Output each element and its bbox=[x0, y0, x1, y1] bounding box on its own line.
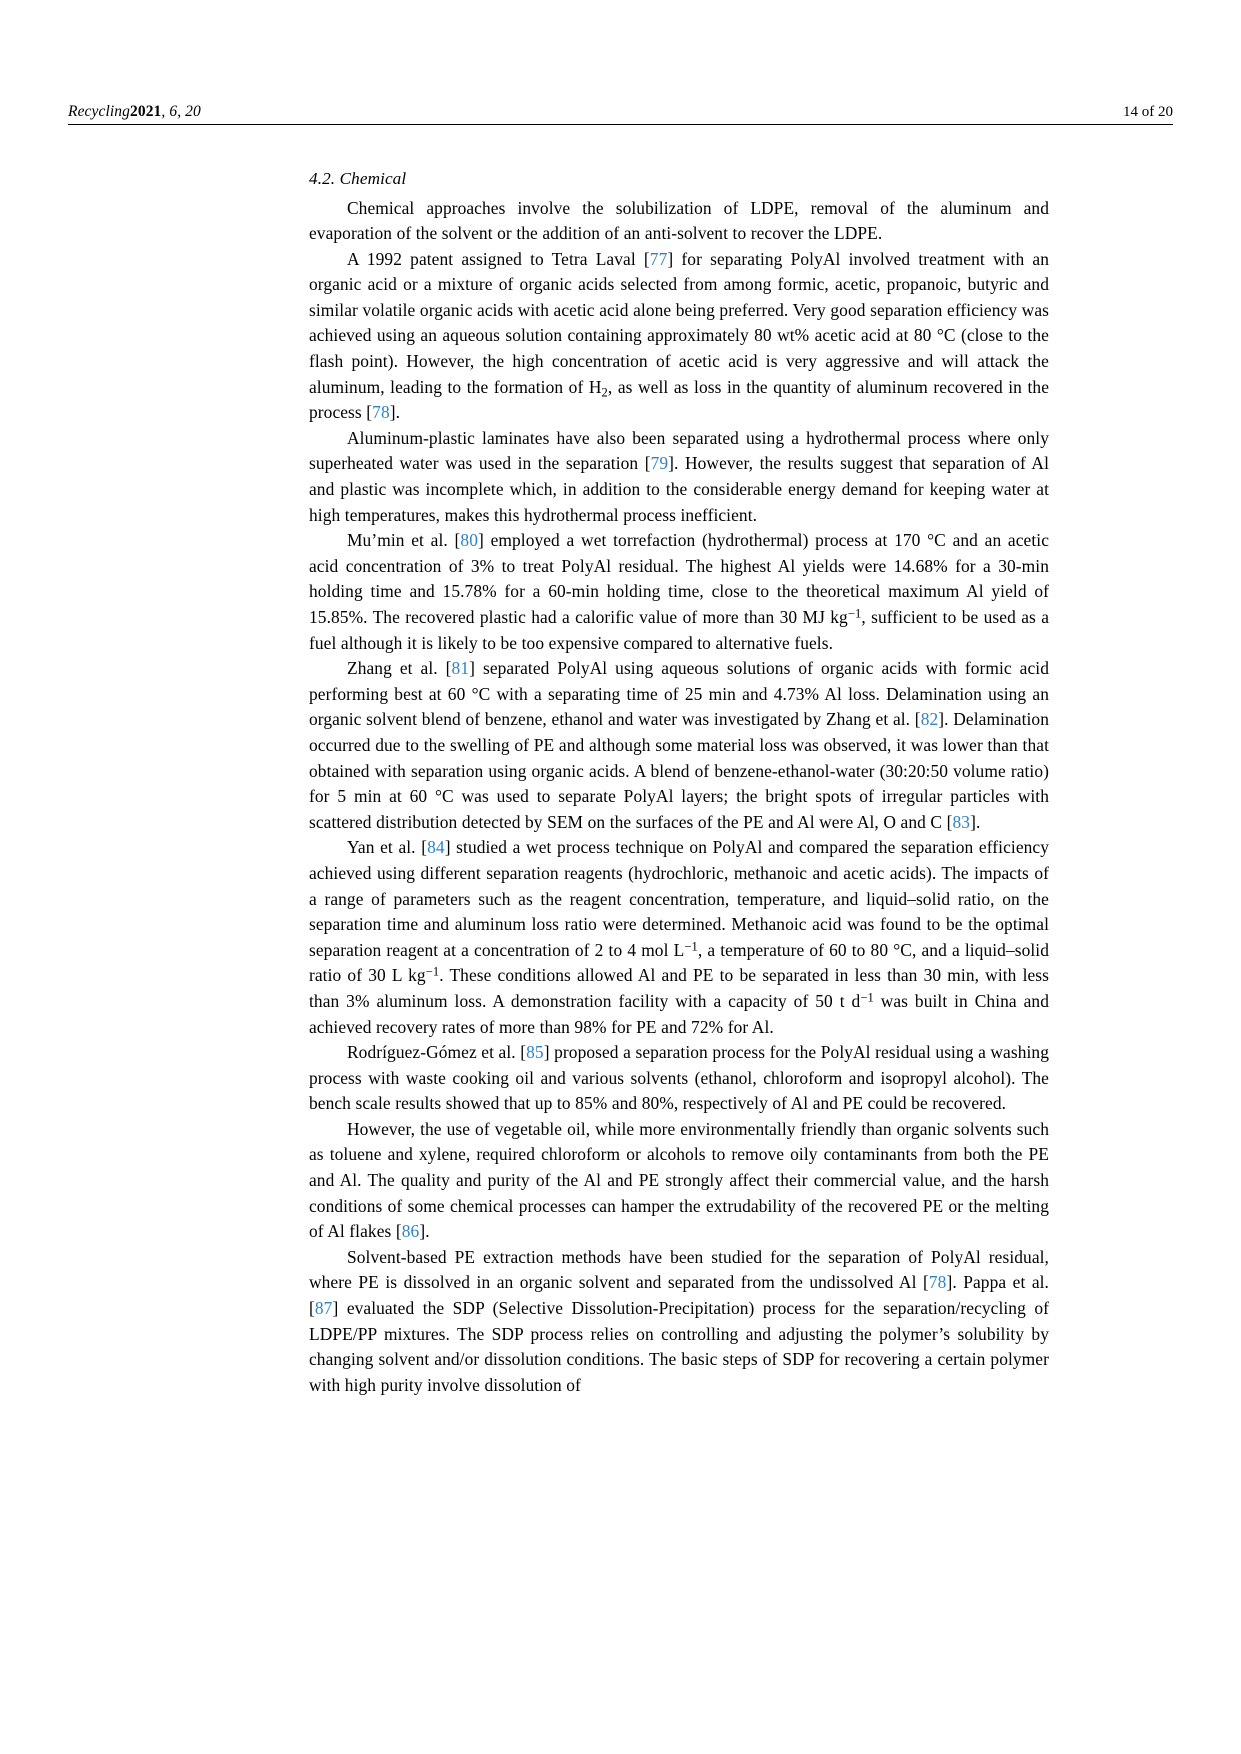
journal-reference bbox=[68, 103, 201, 120]
citation-link[interactable]: 78 bbox=[372, 402, 390, 423]
citation-link[interactable]: 86 bbox=[401, 1221, 420, 1242]
running-header bbox=[68, 90, 1173, 125]
citation-link[interactable]: 77 bbox=[649, 248, 668, 269]
page-folio: 14 of 20 bbox=[1123, 103, 1173, 120]
paragraph-yan: Yan et al. [84] studied a wet process technique on PolyAl and compared the separation efficiency achieved using different separation reagents (hydrochloric, methanoic and acetic acids). The impacts of a range of parameters such as the reagent concentration, temperature, and liquid–solid ratio, on the separation time and aluminum loss ratio were determined. Methanoic acid was found to be the optimal separation reagent at a concentration of 2 to 4 mol $L^{-1}$, a temperature of 60 to 80 °C, and a liquid–solid ratio of 30 L $kg^{-1}$. These conditions allowed Al and PE to be separated in less than 30 min, with less than 3% aluminum loss. A demonstration facility with a capacity of 50 t $d^{-1}$ was built in China and achieved recovery rates of more than 98% for PE and 72% for Al. bbox=[309, 837, 1050, 1037]
citation-link[interactable]: 79 bbox=[650, 453, 669, 474]
journal-volume: 2021 bbox=[130, 102, 162, 120]
paragraph-rodriguez-gomez: Rodríguez-Gómez et al. [85] proposed a separation process for the PolyAl residual using a washing process with waste cooking oil and various solvents (ethanol, chloroform and isopropyl alcohol). The bench scale results showed that up to 85% and 80%, respectively of Al and PE could be recovered. bbox=[309, 1042, 1049, 1114]
paragraph-hydrothermal: Aluminum-plastic laminates have also been separated using a hydrothermal process where only superheated water was used in the separation [79]. However, the results suggest that separation of Al and plastic was incomplete which, in addition to the considerable energy demand for keeping water at high temperatures, makes this hydrothermal process inefficient. bbox=[309, 427, 1049, 525]
paragraph-chemical-approaches: Chemical approaches involve the solubilization of LDPE, removal of the aluminum and evaporation of the solvent or the addition of an anti-solvent to recover the LDPE. bbox=[309, 197, 1049, 244]
citation-link[interactable]: 81 bbox=[451, 658, 470, 679]
citation-link[interactable]: 82 bbox=[920, 709, 939, 730]
page-body bbox=[309, 168, 1049, 1398]
journal-issue: , 6, 20 bbox=[161, 102, 201, 120]
citation-link[interactable]: 87 bbox=[314, 1298, 333, 1319]
paragraph-vegetable-oil: However, the use of vegetable oil, while more environmentally friendly than organic solvents such as toluene and xylene, required chloroform or alcohols to remove oily contaminants from both the PE and Al. The quality and purity of the Al and PE strongly affect their commercial value, and the harsh conditions of some chemical processes can hamper the extrudability of the recovered PE or the melting of Al flakes [86]. bbox=[309, 1118, 1049, 1242]
citation-link[interactable]: 78 bbox=[928, 1272, 947, 1293]
section-heading: 4.2. Chemical bbox=[309, 169, 407, 188]
citation-link[interactable]: 84 bbox=[427, 837, 445, 858]
citation-link[interactable]: 80 bbox=[460, 530, 478, 551]
citation-link[interactable]: 85 bbox=[526, 1042, 544, 1063]
journal-name: Recycling bbox=[68, 102, 130, 120]
paragraph-zhang: Zhang et al. [81] separated PolyAl using aqueous solutions of organic acids with formic acid performing best at 60 °C with a separating time of 25 min and 4.73% Al loss. Delamination using an organic solvent blend of benzene, ethanol and water was investigated by Zhang et al. [82]. Delamination occurred due to the swelling of PE and although some material loss was observed, it was lower than that obtained with separation using organic acids. A blend of benzene-ethanol-water (30:20:50 volume ratio) for 5 min at 60 °C was used to separate PolyAl layers; the bright spots of irregular particles with scattered distribution detected by SEM on the surfaces of the PE and Al were Al, O and C [83]. bbox=[309, 658, 1049, 832]
paragraph-tetra-laval-patent: A 1992 patent assigned to Tetra Laval [77] for separating PolyAl involved treatment with an organic acid or a mixture of organic acids selected from among formic, acetic, propanoic, butyric and similar volatile organic acids with acetic acid alone being preferred. Very good separation efficiency was achieved using an aqueous solution containing approximately 80 wt% acetic acid at 80 °C (close to the flash point). However, the high concentration of acetic acid is very aggressive and will attack the aluminum, leading to the formation of $H_2$, as well as loss in the quantity of aluminum recovered in the process [78]. bbox=[309, 248, 1050, 423]
paragraph-solvent-based: Solvent-based PE extraction methods have been studied for the separation of PolyAl residual, where PE is dissolved in an organic solvent and separated from the undissolved Al [78]. Pappa et al. [87] evaluated the SDP (Selective Dissolution-Precipitation) process for the separation/recycling of LDPE/PP mixtures. The SDP process relies on controlling and adjusting the polymer’s solubility by changing solvent and/or dissolution conditions. The basic steps of SDP for recovering a certain polymer with high purity involve dissolution of bbox=[309, 1246, 1049, 1395]
citation-link[interactable]: 83 bbox=[952, 811, 971, 832]
paragraph-mumin: Mu’min et al. [80] employed a wet torrefaction (hydrothermal) process at 170 °C and an acetic acid concentration of 3% to treat PolyAl residual. The highest Al yields were 14.68% for a 30-min holding time and 15.78% for a 60-min holding time, close to the theoretical maximum Al yield of 15.85%. The recovered plastic had a calorific value of more than 30 MJ $kg^{-1}$, sufficient to be used as a fuel although it is likely to be too expensive compared to alternative fuels. bbox=[309, 530, 1049, 653]
